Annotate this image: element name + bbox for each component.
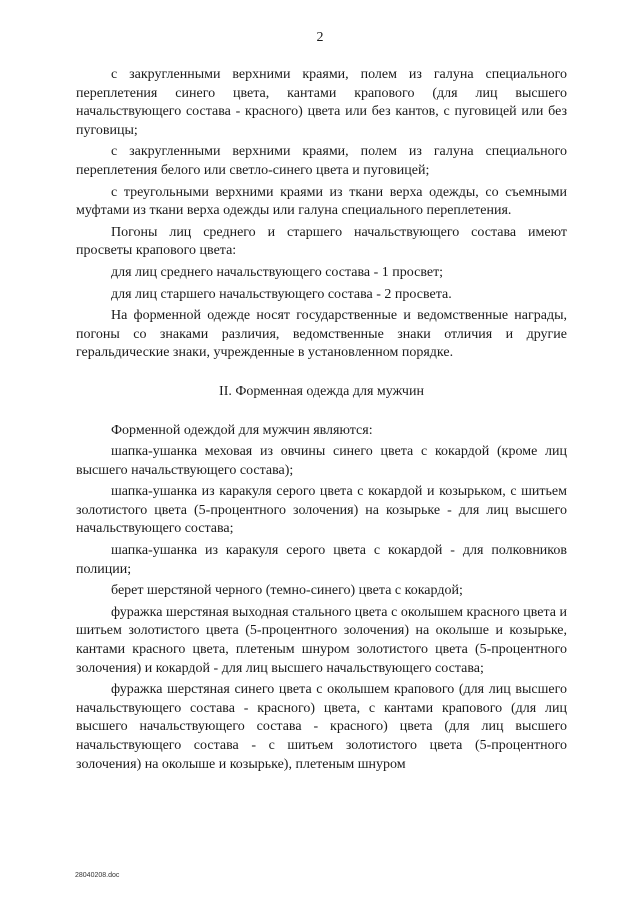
file-name-footer: 28040208.doc <box>75 872 120 879</box>
paragraph: шапка-ушанка из каракуля серого цвета с кокардой и козырьком, с шитьем золотистого цвета (5-процентного золочения) на козырьке - для лиц высшего начальствующего состава; <box>76 484 567 537</box>
paragraph: фуражка шерстяная выходная стального цвета с околышем красного цвета и шитьем золотистого цвета (5-процентного золочения) на околыше и козырьке, кантами красного цвета, плетеным шнуром золотистого цвета (5-процентного золочения) и кокардой - для лиц высшего начальствующего состава; <box>76 604 567 676</box>
document-body <box>76 66 567 777</box>
paragraph: с треугольными верхними краями из ткани верха одежды, со съемными муфтами из ткани верха одежды или галуна специального переплетения. <box>76 184 567 219</box>
paragraph: берет шерстяной черного (темно-синего) цвета с кокардой; <box>111 583 463 599</box>
paragraph: шапка-ушанка меховая из овчины синего цвета с кокардой (кроме лиц высшего начальствующего состава); <box>76 444 567 478</box>
paragraph: Погоны лиц среднего и старшего начальствующего состава имеют просветы крапового цвета: <box>76 224 567 259</box>
section-heading: II. Форменная одежда для мужчин <box>219 383 424 399</box>
paragraph: с закругленными верхними краями, полем из галуна специального переплетения белого или светло-синего цвета и пуговицей; <box>76 144 567 178</box>
paragraph: Форменной одеждой для мужчин являются: <box>111 422 373 438</box>
paragraph: шапка-ушанка из каракуля серого цвета с кокардой - для полковников полиции; <box>76 543 567 577</box>
paragraph: На форменной одежде носят государственные и ведомственные награды, погоны со знаками различия, ведомственные знаки отличия и другие геральдические знаки, учрежденные в установленном порядке. <box>76 308 567 361</box>
page-number: 2 <box>316 30 324 45</box>
paragraph: фуражка шерстяная синего цвета с околышем крапового (для лиц высшего начальствующего состава - красного) цвета, с кантами крапового (для лиц высшего начальствующего состава - красного) цвета (для лиц высшего начальствующего состава - с шитьем золотистого цвета (5-процентного золочения) на околыше и козырьке), плетеным шнуром <box>76 682 567 772</box>
paragraph: для лиц старшего начальствующего состава - 2 просвета. <box>111 286 452 302</box>
paragraph: с закругленными верхними краями, полем из галуна специального переплетения синего цвета, кантами крапового (для лиц высшего начальствующего состава - красного) цвета или без кантов, с пуговицей или без пуговицы; <box>76 67 567 138</box>
paragraph: для лиц среднего начальствующего состава - 1 просвет; <box>111 264 444 280</box>
